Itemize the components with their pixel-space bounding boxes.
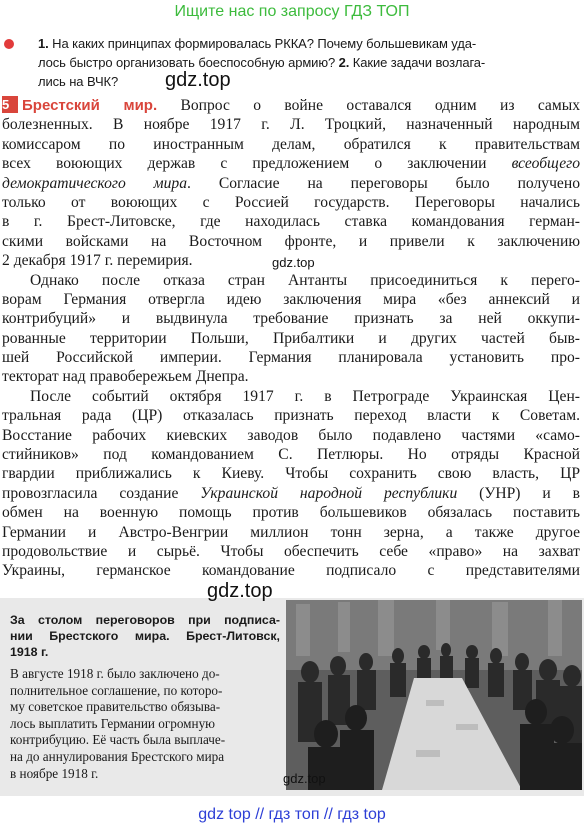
caption-line: За столом переговоров при подписа- (10, 613, 280, 627)
text-line: гвардии приближались к Киеву. Чтобы сохранить свою власть, ЦР (2, 465, 580, 483)
text-line (2, 96, 580, 115)
watermark: gdz.top (283, 771, 326, 786)
text-line: скими войсками на Восточном фронте, и привели к заключению (2, 232, 580, 250)
section-number-badge: 5 (2, 96, 18, 113)
note-line: на до аннулирования Брестского мира (10, 748, 225, 764)
negotiation-table-photo (286, 600, 582, 790)
section-body (2, 96, 580, 581)
watermark: gdz.top (207, 580, 273, 602)
question-text: лось быстро организовать боеспособную армию? (38, 55, 339, 70)
text-line: После событий октября 1917 г. в Петрограде Украинская Цен- (30, 387, 580, 405)
text-span: (УНР) и в (457, 484, 580, 502)
footer-links[interactable]: gdz top // гдз топ // гдз top (198, 806, 386, 823)
question-line (38, 72, 578, 91)
text-line: 2 декабря 1917 г. перемирия. (2, 252, 193, 270)
text-line: только от воюющих с Россией государств. Переговоры начались (2, 193, 580, 211)
question-line (38, 53, 578, 72)
text-line: Германии и Австро-Венгрии миллион тонн зерна, а также другое (2, 523, 580, 541)
note-line: му советское правительство обязыва- (10, 699, 221, 715)
text-line: Восстание рабочих киевских заводов было подавлено частями «само- (2, 426, 580, 444)
question-number: 1. (38, 36, 49, 51)
text-line: в г. Брест-Литовске, где находилась ставка командования герман- (2, 213, 580, 231)
caption-line: 1918 г. (10, 645, 49, 659)
question-line (38, 34, 578, 53)
red-bullet-icon (4, 39, 14, 49)
text-line (2, 154, 580, 173)
text-line: ворам Германия отвергла идею заключения мира «без аннексий и (2, 290, 580, 308)
text-span: всех воюющих держав с предложением о заключении (2, 155, 512, 173)
text-line: обмен на военную помощь против большевиков обязалась поставить (2, 504, 580, 522)
caption-line: нии Брестского мира. Брест-Литовск, (10, 629, 280, 643)
note-line: В августе 1918 г. было заключено до- (10, 666, 220, 681)
text-span: . Согласие на переговоры было получено (187, 174, 580, 192)
text-span: Вопрос о войне оставался одним из самых (157, 97, 581, 114)
text-line: болезненных. В ноябре 1917 г. Л. Троцкий, назначенный народным (2, 116, 580, 134)
watermark: gdz.top (272, 255, 315, 270)
text-line: рованные территории Польши, Прибалтики и других частей быв- (2, 329, 580, 347)
italic-term: демократического мира (2, 174, 188, 192)
note-line: контрибуцию. Её часть была выплаче- (10, 732, 226, 748)
question-text: лись на ВЧК? (38, 74, 119, 89)
italic-term: Украинской народной республики (200, 484, 458, 502)
text-line (2, 174, 580, 193)
text-line: комиссаром по иностранным делам, обратился к правительствам (2, 135, 580, 153)
text-line: стийников» под командованием С. Петлюры. Но отряды Красной (2, 446, 580, 464)
text-line: контрибуций» и выдвинула требование признать за ней оккупи- (2, 310, 580, 328)
text-span: провозгласила создание (2, 484, 201, 502)
note-line: в ноябре 1918 г. (10, 765, 99, 781)
photo-caption (10, 612, 280, 660)
text-line (2, 484, 580, 503)
sidebar-note (10, 666, 276, 782)
text-line: Однако после отказа стран Антанты присоединиться к перего- (30, 271, 580, 289)
note-line: полнительное соглашение, по которо- (10, 682, 223, 698)
question-text: На каких принципах формировалась РККА? Почему большевикам уда- (48, 36, 477, 51)
text-line: продовольствие и сырьё. Чтобы обеспечить себе «право» на захват (2, 542, 580, 560)
historical-photo (286, 600, 582, 790)
question-number: 2. (338, 55, 350, 70)
top-banner: Ищите нас по запросу ГДЗ ТОП (174, 3, 410, 20)
question-text: Какие задачи возлага- (349, 55, 486, 70)
text-line: тральная рада (ЦР) отказалась признать переход власти к Советам. (2, 407, 580, 425)
review-questions (38, 34, 578, 91)
note-line: лось выплатить Германии огромную (10, 715, 216, 731)
watermark: gdz.top (165, 69, 231, 91)
text-line: Украины, германское командование подписало с представителями (2, 562, 580, 580)
text-line: шей Российской империи. Германия планировала установить про- (2, 349, 580, 367)
section-heading: Брестский мир. (22, 97, 158, 114)
italic-term: всеобщего (511, 155, 580, 173)
text-line: текторат над правобережьем Днепра. (2, 368, 249, 386)
